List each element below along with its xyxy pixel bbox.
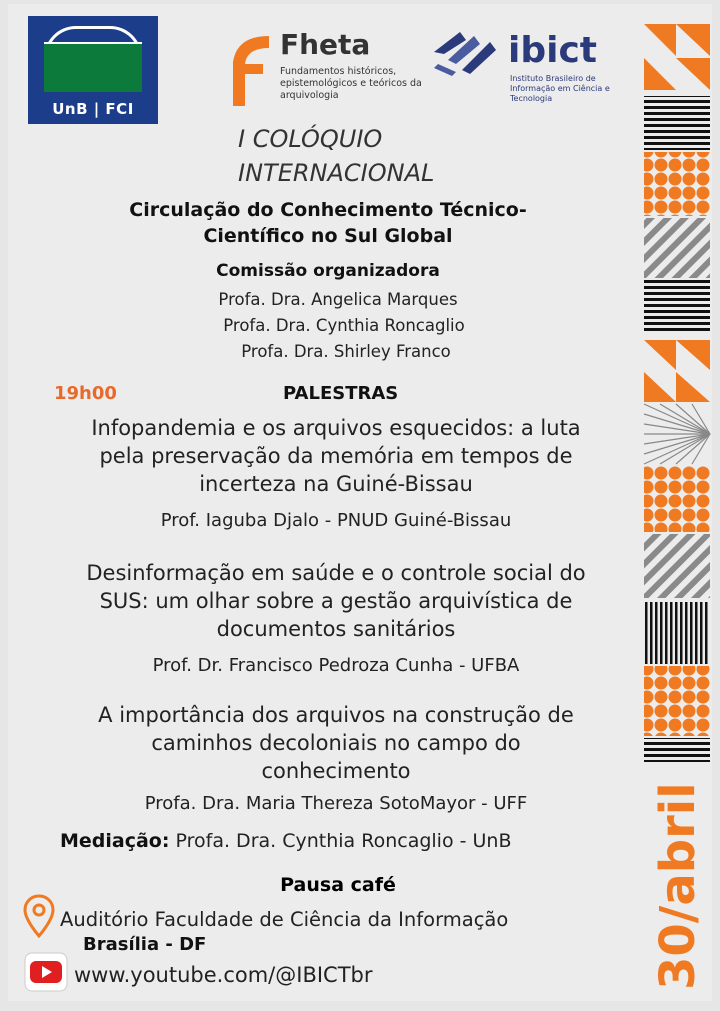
talk-title-line: SUS: um olhar sobre a gestão arquivística de [99,589,573,613]
committee-member: Profa. Dra. Cynthia Roncaglio [223,316,465,335]
ibict-logo-subtitle: Instituto Brasileiro de Informação em Ciência e Tecnologia [510,74,610,103]
talk-title-line: conhecimento [261,759,411,783]
fheta-logo-title: Fheta [280,28,371,61]
event-subtitle [78,197,578,249]
talk-title-line: Infopandemia e os arquivos esquecidos: a luta [91,416,581,440]
unb-logo-green-block [44,42,142,92]
committee-heading: Comissão organizadora [216,261,440,281]
unb-logo-text: UnB | FCI [52,100,134,118]
committee-member: Profa. Dra. Shirley Franco [241,342,451,361]
talk-title [36,559,636,643]
committee-member: Profa. Dra. Angelica Marques [218,290,458,309]
ibict-logo-icon [430,26,500,78]
fheta-logo-subtitle: Fundamentos históricos, epistemológicos e teóricos da arquivologia [280,66,422,101]
event-date [648,764,708,994]
mediation-label: Mediação: [60,830,170,852]
talk-title [36,701,636,785]
fheta-logo-icon [223,32,271,108]
youtube-link[interactable]: www.youtube.com/@IBICTbr [74,963,373,987]
event-subtitle-line-2: Científico no Sul Global [203,225,453,247]
event-title-line-1: I COLÓQUIO [238,125,383,153]
location-city: Brasília - DF [83,934,207,955]
talk-title [36,414,636,498]
talk-title-line: Desinformação em saúde e o controle social do [86,561,586,585]
location-pin-icon [22,894,56,938]
talk-title-line: incerteza na Guiné-Bissau [199,472,473,496]
event-subtitle-line-1: Circulação do Conhecimento Técnico- [129,199,527,221]
mediation [60,830,512,852]
event-title [238,122,434,190]
coffee-break: Pausa café [280,874,396,896]
youtube-icon[interactable] [24,952,68,992]
talk-speaker: Profa. Dra. Maria Thereza SotoMayor - UFF [144,793,528,814]
unb-logo [28,16,158,124]
event-title-line-2: INTERNACIONAL [238,159,435,187]
schedule-heading: PALESTRAS [283,383,399,404]
talk-title-line: pela preservação da memória em tempos de [99,444,573,468]
schedule-time: 19h00 [54,383,117,404]
event-poster [8,4,712,1001]
talk-title-line: documentos sanitários [216,617,456,641]
ibict-logo-title: ibict [508,30,597,71]
talk-speaker: Prof. Dr. Francisco Pedroza Cunha - UFBA [152,655,520,676]
talk-title-line: caminhos decoloniais no campo do [151,731,521,755]
event-date-text: 30/abril [650,782,706,990]
location-place: Auditório Faculdade de Ciência da Informação [60,908,509,931]
mediation-value: Profa. Dra. Cynthia Roncaglio - UnB [169,830,512,852]
talk-title-line: A importância dos arquivos na construção de [98,703,574,727]
talk-speaker: Prof. Iaguba Djalo - PNUD Guiné-Bissau [160,510,512,531]
